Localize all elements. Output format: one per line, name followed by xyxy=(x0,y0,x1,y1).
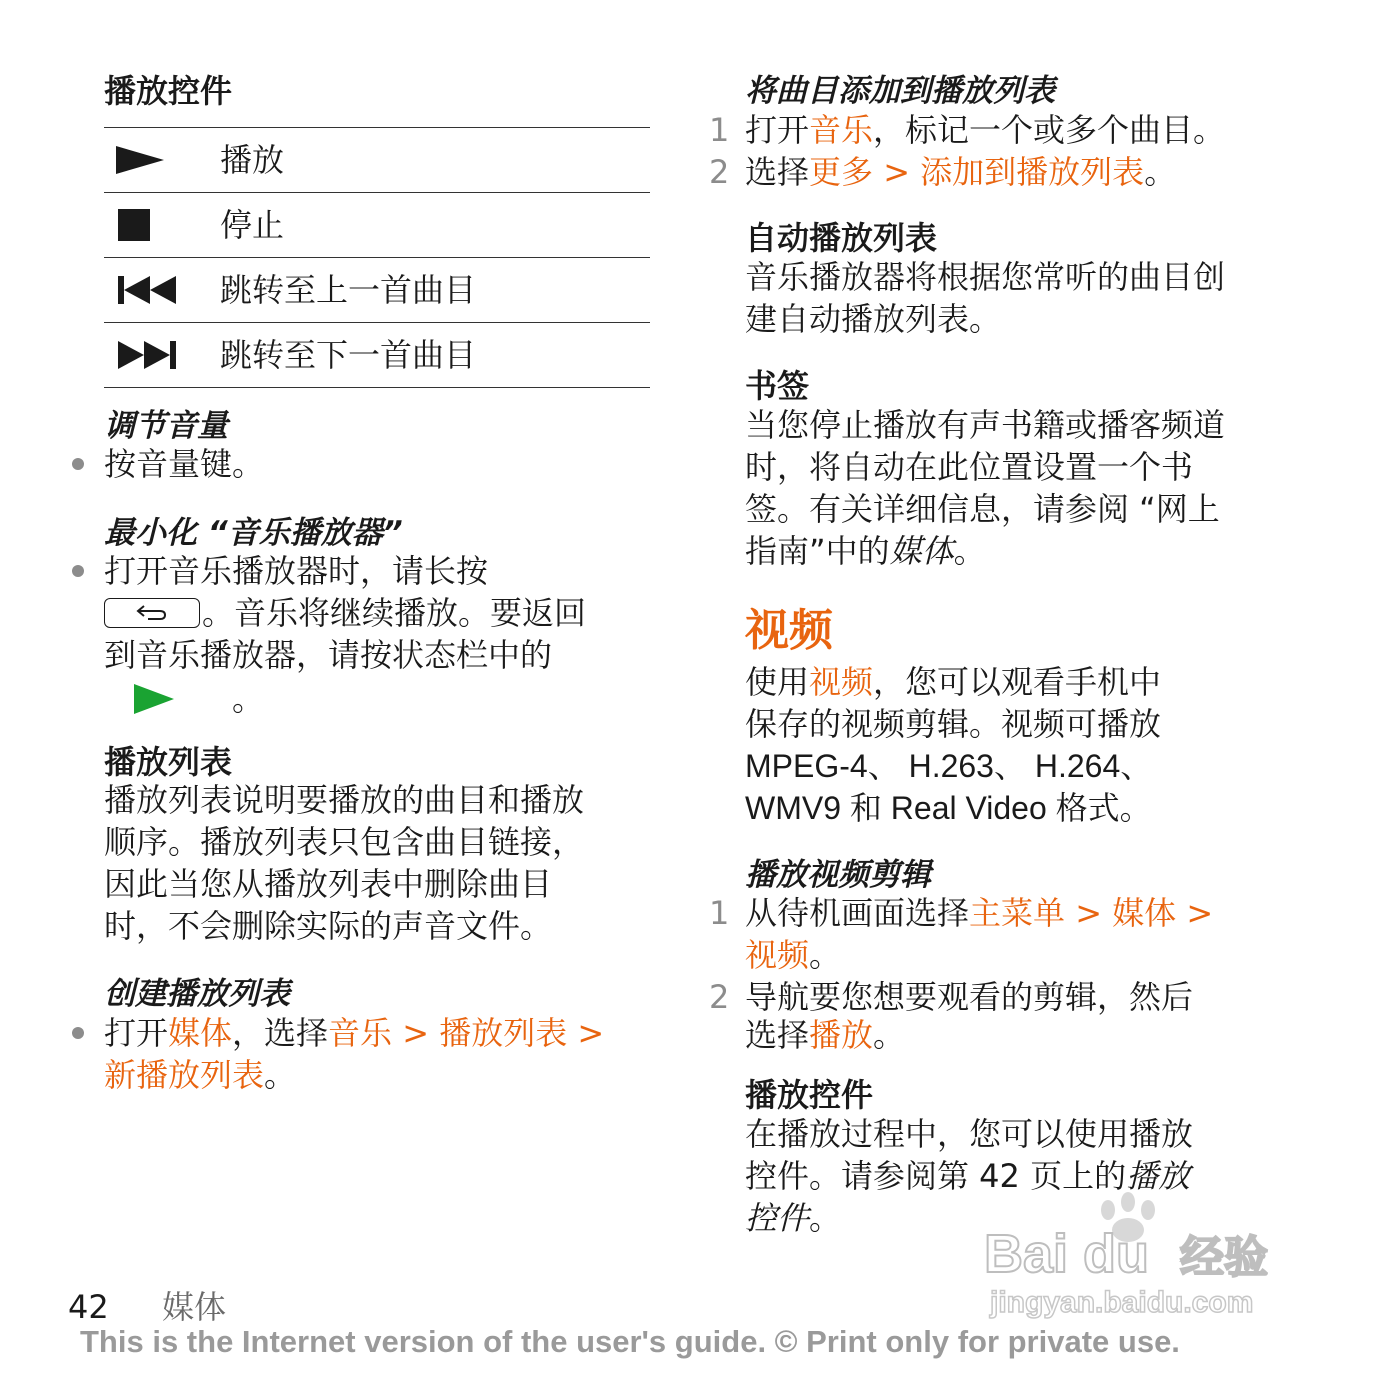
create-text: ，选择 xyxy=(232,1014,329,1052)
create-text: 打开 xyxy=(104,1014,169,1052)
minimize-title: 最小化 “音乐播放器” xyxy=(104,515,403,551)
link-video-clips[interactable]: 视频 xyxy=(745,936,810,974)
controls-title: 播放控件 xyxy=(104,72,233,110)
previous-track-icon xyxy=(110,272,180,308)
play-clips-step xyxy=(745,1014,905,1056)
add-text: ，标记一个或多个曲目。 xyxy=(873,111,1226,149)
minimize-line: 打开音乐播放器时，请长按 xyxy=(104,552,489,590)
playlists-line: 时，不会删除实际的声音文件。 xyxy=(104,907,553,945)
back-key-icon xyxy=(104,598,200,628)
controls-label: 停止 xyxy=(220,206,285,244)
play-clips-title: 播放视频剪辑 xyxy=(745,857,931,893)
controls2-title: 播放控件 xyxy=(745,1076,874,1114)
link-play[interactable]: 播放 xyxy=(809,1016,874,1054)
controls-row xyxy=(104,322,650,388)
controls2-text: 控件。请参阅第 42 页上的 xyxy=(745,1157,1127,1195)
auto-line: 音乐播放器将根据您常听的曲目创 xyxy=(745,258,1226,296)
page-number: 42 xyxy=(68,1288,109,1326)
copyright-notice: This is the Internet version of the user's guide. © Print only for private use. xyxy=(80,1324,1180,1359)
link-music-playlists[interactable]: 音乐 > 播放列表 > xyxy=(328,1014,605,1052)
playlists-line: 顺序。播放列表只包含曲目链接， xyxy=(104,823,585,861)
create-line xyxy=(104,1054,296,1096)
playlists-line: 播放列表说明要播放的曲目和播放 xyxy=(104,781,585,819)
link-more-add[interactable]: 更多 > 添加到播放列表 xyxy=(809,153,1145,191)
bookmarks-title: 书签 xyxy=(745,367,810,405)
bookmarks-line: 当您停止播放有声书籍或播客频道 xyxy=(745,406,1226,444)
minimize-line: 到音乐播放器，请按状态栏中的 xyxy=(104,636,553,674)
play-clips-step xyxy=(745,934,841,976)
link-music[interactable]: 音乐 xyxy=(809,111,874,149)
bullet-dot xyxy=(72,1027,84,1039)
minimize-text: 。 xyxy=(232,680,265,718)
controls2-text: 。 xyxy=(809,1199,842,1237)
add-text: 。 xyxy=(1144,153,1177,191)
controls-row xyxy=(104,257,650,322)
bookmarks-text: 指南”中的 xyxy=(745,532,890,570)
play-clips-text: 选择 xyxy=(745,1016,810,1054)
step-number: 2 xyxy=(709,978,730,1016)
video-line: WMV9 和 Real Video 格式。 xyxy=(745,790,1152,826)
playlists-line: 因此当您从播放列表中删除曲目 xyxy=(104,865,553,903)
step-number: 1 xyxy=(709,894,730,932)
play-icon xyxy=(110,142,180,178)
video-text: 使用 xyxy=(745,663,810,701)
play-clips-text: 。 xyxy=(873,1016,906,1054)
bookmarks-line: 签。有关详细信息，请参阅 “网上 xyxy=(745,490,1220,528)
controls-label: 播放 xyxy=(220,141,285,179)
playlists-title: 播放列表 xyxy=(104,743,233,781)
watermark-url: jingyan.baidu.com xyxy=(990,1286,1254,1319)
add-text: 打开 xyxy=(745,111,810,149)
add-step xyxy=(745,109,1225,151)
video-line: 保存的视频剪辑。视频可播放 xyxy=(745,705,1162,743)
controls-label: 跳转至上一首曲目 xyxy=(220,271,477,309)
controls2-ref: 控件 xyxy=(745,1199,810,1237)
bookmarks-line: 时，将自动在此位置设置一个书 xyxy=(745,448,1194,486)
step-number: 2 xyxy=(709,153,730,191)
bullet-dot xyxy=(72,458,84,470)
minimize-line xyxy=(104,592,586,634)
link-media[interactable]: 媒体 xyxy=(168,1014,233,1052)
bullet-dot xyxy=(72,565,84,577)
controls-table xyxy=(104,127,650,388)
controls2-line xyxy=(745,1197,841,1239)
add-text: 选择 xyxy=(745,153,810,191)
video-text: ，您可以观看手机中 xyxy=(873,663,1162,701)
svg-text:Bai du: Bai du xyxy=(984,1224,1150,1284)
video-line: MPEG-4、 H.263、 H.264、 xyxy=(745,748,1153,784)
auto-line: 建自动播放列表。 xyxy=(745,300,1002,338)
baidu-watermark-logo xyxy=(980,1180,1310,1320)
video-title: 视频 xyxy=(745,605,833,656)
svg-text:经验: 经验 xyxy=(1180,1232,1268,1283)
bookmarks-ref: 媒体 xyxy=(889,532,954,570)
create-title: 创建播放列表 xyxy=(104,976,290,1012)
play-clips-step xyxy=(745,892,1213,934)
add-title: 将曲目添加到播放列表 xyxy=(745,73,1055,109)
bookmarks-line xyxy=(745,530,986,572)
play-clips-text: 。 xyxy=(809,936,842,974)
minimize-text: 。音乐将继续播放。要返回 xyxy=(202,594,587,632)
link-new-playlist[interactable]: 新播放列表 xyxy=(104,1056,265,1094)
volume-title: 调节音量 xyxy=(104,408,228,444)
controls-row xyxy=(104,192,650,257)
play-clips-text: 从待机画面选择 xyxy=(745,894,970,932)
create-line xyxy=(104,1012,604,1054)
link-video[interactable]: 视频 xyxy=(809,663,874,701)
controls2-line: 在播放过程中，您可以使用播放 xyxy=(745,1115,1194,1153)
volume-text: 按音量键。 xyxy=(104,445,265,483)
video-line xyxy=(745,661,1161,703)
link-main-menu-media[interactable]: 主菜单 > 媒体 > xyxy=(969,894,1214,932)
bookmarks-text: 。 xyxy=(953,532,986,570)
next-track-icon xyxy=(110,337,180,373)
controls-row xyxy=(104,127,650,192)
add-step xyxy=(745,151,1176,193)
stop-icon xyxy=(110,207,180,243)
step-number: 1 xyxy=(709,111,730,149)
create-text: 。 xyxy=(264,1056,297,1094)
minimize-line xyxy=(104,678,264,720)
controls2-ref: 播放 xyxy=(1126,1157,1191,1195)
controls-label: 跳转至下一首曲目 xyxy=(220,336,477,374)
section-name: 媒体 xyxy=(162,1288,227,1326)
play-status-icon xyxy=(130,682,210,716)
auto-title: 自动播放列表 xyxy=(745,219,938,257)
play-clips-step: 导航要您想要观看的剪辑，然后 xyxy=(745,978,1194,1016)
